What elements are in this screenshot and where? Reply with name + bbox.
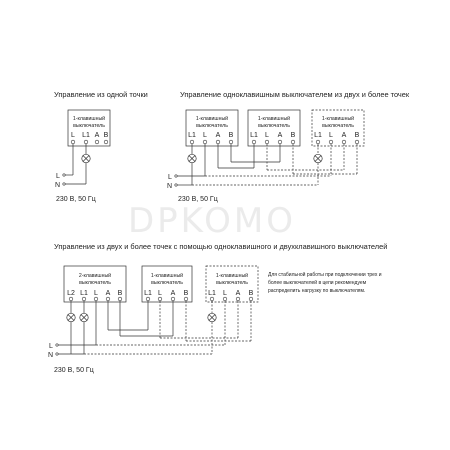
terminal-b: B: [228, 132, 234, 139]
switch-label-line2: выключатель: [258, 123, 290, 129]
lamp-icon: [188, 154, 196, 162]
terminal-a: A: [105, 290, 111, 297]
terminal-a: A: [94, 132, 100, 139]
switch-label-line1: 1-клавишный: [257, 116, 291, 122]
title-mixed: Управление из двух и более точек с помощью одноклавишного и двухклавишного выключателей: [54, 242, 388, 251]
lamp-icon: [208, 313, 216, 321]
wiring-s2: [176, 144, 280, 185]
supply-n: N: [48, 352, 54, 359]
terminal-l: L: [71, 132, 75, 139]
title-two-or-more: Управление одноклавишным выключателем из двух и более точек: [180, 90, 410, 99]
terminal-b: B: [183, 290, 189, 297]
terminal-l1: L1: [82, 132, 90, 139]
supply-n: N: [167, 183, 173, 190]
terminal-l: L: [223, 290, 227, 297]
switch-label-line1: 1-клавишный: [195, 116, 229, 122]
supply-n: N: [55, 182, 61, 189]
wiring-s3: [57, 301, 173, 354]
terminal-b: B: [248, 290, 254, 297]
supply-l: L: [168, 174, 172, 181]
supply-l: L: [49, 343, 53, 350]
note-line-1: Для стабильной работы при подключении трех и: [268, 272, 382, 278]
switch-label-line1: 1-клавишный: [150, 273, 184, 279]
terminal-l1: L1: [314, 132, 322, 139]
terminal-l: L: [203, 132, 207, 139]
switch-label-line2: выключатель: [196, 123, 228, 129]
terminal-a: A: [341, 132, 347, 139]
terminal-a: A: [215, 132, 221, 139]
switch-label-line1: 1-клавишный: [215, 273, 249, 279]
note-line-2: более выключателей в цепи рекомендуем: [268, 280, 367, 286]
terminal-a: A: [277, 132, 283, 139]
supply-voltage: 230 В, 50 Гц: [178, 196, 218, 203]
lamp-icon: [82, 154, 90, 162]
terminal-l1: L1: [188, 132, 196, 139]
supply-voltage: 230 В, 50 Гц: [56, 196, 96, 203]
terminal-l: L: [265, 132, 269, 139]
terminal-a: A: [235, 290, 241, 297]
terminal-b: B: [103, 132, 109, 139]
watermark: DPKOMO: [128, 201, 296, 241]
switch-2key-label-line1: 2-клавишный: [78, 273, 112, 279]
terminal-b: B: [117, 290, 123, 297]
switch-2key-label-line2: выключатель: [79, 280, 111, 286]
lamp-icon: [80, 313, 88, 321]
terminal-b: B: [290, 132, 296, 139]
switch-label-line2: выключатель: [216, 280, 248, 286]
terminal-l1: L1: [208, 290, 216, 297]
supply-voltage: 230 В, 50 Гц: [54, 367, 94, 374]
terminal-l: L: [329, 132, 333, 139]
terminal-l1: L1: [250, 132, 258, 139]
terminal-l2: L2: [67, 290, 75, 297]
note-line-3: распределить нагрузку по выключателям.: [268, 288, 366, 294]
switch-label-line2: выключатель: [73, 123, 105, 129]
lamp-icon: [67, 313, 75, 321]
switch-label-line2: выключатель: [151, 280, 183, 286]
lamp-icon: [314, 154, 322, 162]
terminal-l: L: [158, 290, 162, 297]
terminal-a: A: [170, 290, 176, 297]
switch-label-line1: 1-клавишный: [321, 116, 355, 122]
terminal-b: B: [354, 132, 360, 139]
terminal-l1: L1: [80, 290, 88, 297]
title-single-point: Управление из одной точки: [54, 90, 148, 99]
supply-l: L: [56, 173, 60, 180]
terminal-l: L: [94, 290, 98, 297]
switch-label-line2: выключатель: [322, 123, 354, 129]
switch-label-line1: 1-клавишный: [72, 116, 106, 122]
terminal-l1: L1: [144, 290, 152, 297]
